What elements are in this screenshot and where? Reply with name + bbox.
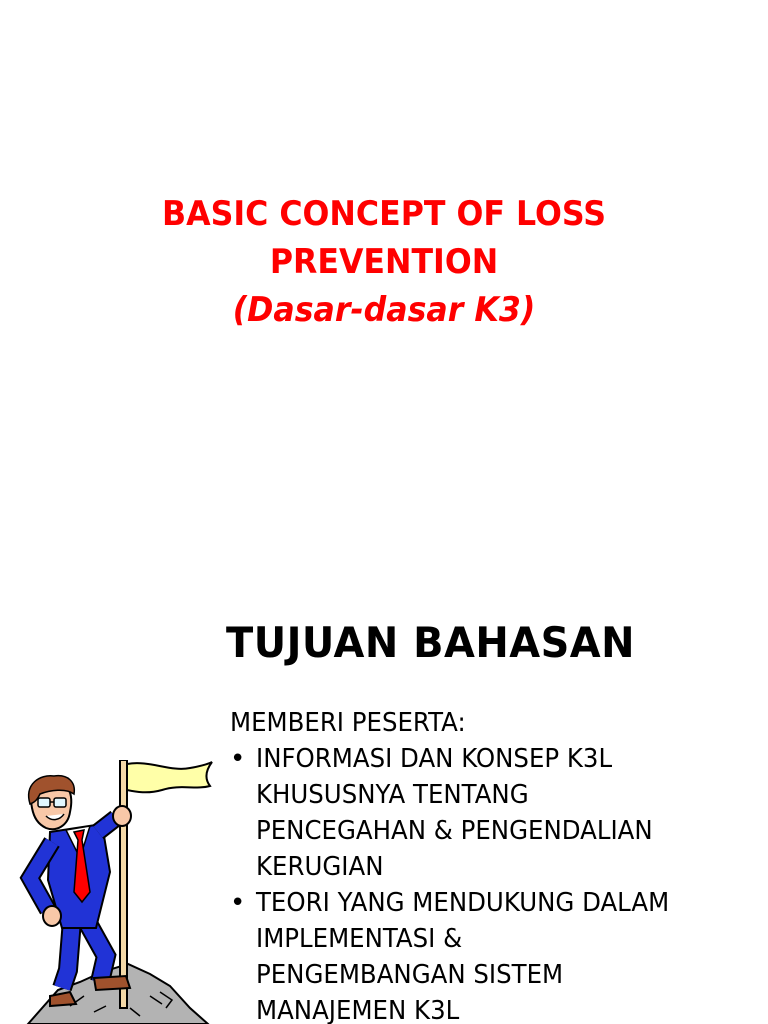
bullet-line: INFORMASI DAN KONSEP K3L bbox=[256, 744, 613, 774]
bullet-dot-icon: • bbox=[230, 744, 246, 774]
bullet-line: IMPLEMENTASI & bbox=[256, 924, 463, 954]
man-climbing-mountain-with-flag-icon bbox=[10, 760, 220, 1024]
slide-title-line-2: PREVENTION bbox=[269, 242, 499, 282]
bullet-line: PENGEMBANGAN SISTEM bbox=[256, 960, 564, 990]
bullet-item bbox=[230, 741, 760, 885]
intro-text: MEMBERI PESERTA: bbox=[230, 708, 466, 738]
bullet-line: MANAJEMEN K3L bbox=[256, 996, 460, 1024]
bullet-line: KERUGIAN bbox=[256, 852, 384, 882]
objectives-content bbox=[230, 705, 760, 1024]
title-block bbox=[0, 190, 768, 334]
bullet-item bbox=[230, 885, 760, 1024]
slide-heading: TUJUAN BAHASAN bbox=[226, 618, 636, 667]
slide-title-line-1: BASIC CONCEPT OF LOSS bbox=[162, 194, 606, 234]
bullet-line: KHUSUSNYA TENTANG bbox=[256, 780, 529, 810]
bullet-line: TEORI YANG MENDUKUNG DALAM bbox=[256, 888, 670, 918]
slide-subtitle: (Dasar-dasar K3) bbox=[232, 290, 536, 330]
bullet-line: PENCEGAHAN & PENGENDALIAN bbox=[256, 816, 653, 846]
slide-objectives bbox=[0, 512, 768, 1024]
bullet-dot-icon: • bbox=[230, 888, 246, 918]
